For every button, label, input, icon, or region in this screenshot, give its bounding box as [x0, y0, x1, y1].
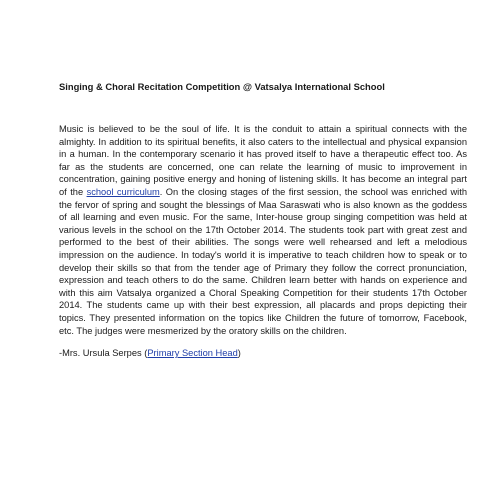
school-curriculum-link[interactable]: school curriculum — [86, 186, 160, 197]
paragraph-text-before-link: Music is believed to be the soul of life. It is the conduit to attain a spiritual connects with the almighty. In addition to its spiritual benefits, it also caters to the intellectual and physical expansion in a human. In the contemporary scenario it has proved itself to have a therapeutic effect too. As far as the students are concerned, one can relate the learning of music to improvement in concentration, gaining positive energy and honing of listening skills. It has become an integral part of the — [59, 124, 467, 197]
paragraph-text-after-link: . On the closing stages of the first session, the school was enriched with the fervor of spring and sought the blessings of Maa Saraswati who is also known as the goddess of all learning and even music. For the same, Inter-house group singing competition was held at various levels in the school on the 17th October 2014. The students took part with great zest and performed to the best of their abilities. The songs were well rehearsed and left a melodious impression on the audience. In today's world it is imperative to teach children how to speak or to develop their skills so that from the tender age of Primary they follow the correct pronunciation, expression and teach others to do the same. Children learn better with hands on experience and with this aim Vatsalya organized a Choral Speaking Competition for their students 17th October 2014. The students came up with their best expression, all placards and props depicting their topics. They presented information on the topics like Children the future of tomorrow, Facebook, etc. The judges were mesmerized by the oratory skills on the children. — [59, 186, 468, 336]
primary-section-head-link[interactable]: Primary Section Head — [147, 348, 238, 359]
document-title: Singing & Choral Recitation Competition @ Vatsalya International School — [59, 81, 385, 92]
body-paragraph — [59, 123, 467, 337]
signature-line — [59, 347, 467, 360]
signature-suffix: ) — [237, 348, 241, 359]
signature-prefix: -Mrs. Ursula Serpes ( — [59, 348, 148, 359]
